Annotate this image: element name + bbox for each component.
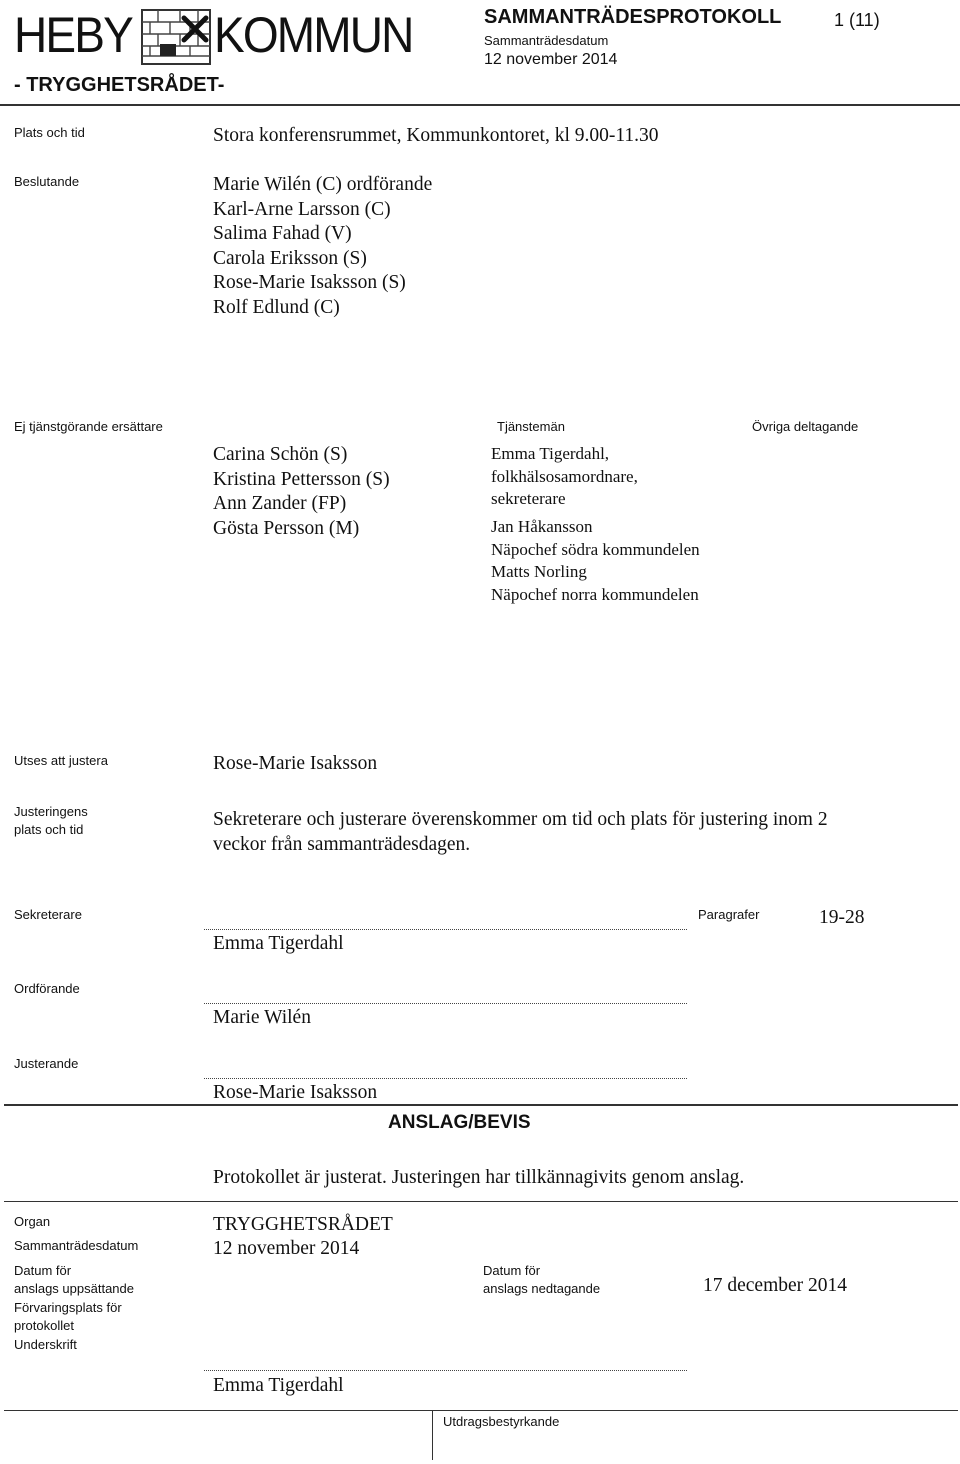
chair-name: Marie Wilén — [213, 1007, 311, 1028]
officials-label: Tjänstemän — [497, 419, 565, 434]
organ-label: Organ — [14, 1214, 51, 1229]
committee-name: - TRYGGHETSRÅDET- — [14, 74, 225, 96]
extract-label: Utdragsbestyrkande — [443, 1414, 560, 1429]
officials-group-1 — [491, 443, 638, 511]
officials-group-2 — [491, 516, 700, 606]
adjustment-place-text-line: Sekreterare och justerare överenskommer om tid och plats för justering inom 2 — [213, 809, 828, 830]
meeting-place: Stora konferensrummet, Kommunkontoret, kl 9.00-11.30 — [213, 125, 659, 146]
notice-info-top-rule — [4, 1201, 958, 1202]
notice-heading: ANSLAG/BEVIS — [388, 1112, 531, 1133]
adjuster-label: Justerande — [14, 1056, 79, 1071]
header-date: 12 november 2014 — [484, 51, 618, 68]
secretary-signature-line — [204, 929, 687, 930]
official-entry: Matts Norling — [491, 562, 587, 581]
header-date-label: Sammanträdesdatum — [484, 33, 609, 48]
adjuster-appointed-label: Utses att justera — [14, 753, 108, 768]
adjustment-place-label — [14, 803, 88, 839]
official-entry: sekreterare — [491, 489, 566, 508]
substitute-entry: Kristina Pettersson (S) — [213, 468, 390, 490]
posted-date-label-line: Datum för — [14, 1263, 72, 1278]
municipality-logo — [14, 6, 413, 70]
place-label: Plats och tid — [14, 125, 85, 140]
posted-date-label-line: anslags uppsättande — [14, 1281, 134, 1296]
official-entry: Näpochef norra kommundelen — [491, 584, 699, 604]
logo-word-left: HEBY — [14, 7, 132, 63]
chair-label: Ordförande — [14, 981, 80, 996]
notice-signer: Emma Tigerdahl — [213, 1375, 344, 1396]
official-entry: Emma Tigerdahl, — [491, 444, 610, 463]
adjustment-place-text — [213, 808, 828, 857]
official-entry: Jan Håkansson — [491, 517, 593, 536]
storage-label — [14, 1299, 122, 1335]
notice-signature-line — [204, 1370, 687, 1371]
extract-box-divider — [432, 1410, 433, 1460]
adjuster-appointed: Rose-Marie Isaksson — [213, 753, 378, 774]
adjuster-signature-line — [204, 1078, 687, 1079]
official-entry: Näpochef södra kommundelen — [491, 539, 700, 559]
official-entry: folkhälsosamordnare, — [491, 466, 638, 486]
organ-name: TRYGGHETSRÅDET — [213, 1214, 393, 1235]
storage-label-line: protokollet — [14, 1318, 74, 1333]
notice-divider — [4, 1104, 958, 1106]
removed-date-label-line: anslags nedtagande — [483, 1281, 601, 1296]
signature-label: Underskrift — [14, 1337, 77, 1352]
paragraphs-range: 19-28 — [819, 907, 865, 928]
chair-signature-line — [204, 1003, 687, 1004]
substitute-entry: Carina Schön (S) — [213, 444, 348, 465]
adjustment-place-text-line: veckor från sammanträdesdagen. — [213, 833, 471, 855]
adjuster-name: Rose-Marie Isaksson — [213, 1082, 378, 1103]
substitute-entry: Gösta Persson (M) — [213, 517, 360, 539]
member-entry: Karl-Arne Larsson (C) — [213, 198, 391, 220]
members-label: Beslutande — [14, 174, 80, 189]
members-list — [213, 173, 432, 320]
member-entry: Rolf Edlund (C) — [213, 296, 340, 318]
header-divider — [0, 104, 960, 106]
removed-date: 17 december 2014 — [703, 1275, 848, 1296]
page-number: 1 (11) — [834, 10, 880, 30]
posted-date-label — [14, 1262, 134, 1298]
removed-date-label-line: Datum för — [483, 1263, 541, 1278]
document-title: SAMMANTRÄDESPROTOKOLL — [484, 6, 782, 28]
adjustment-place-label-line: Justeringens — [14, 804, 88, 819]
removed-date-label — [483, 1262, 600, 1298]
secretary-name: Emma Tigerdahl — [213, 933, 344, 954]
substitute-entry: Ann Zander (FP) — [213, 493, 347, 514]
meeting-date-label: Sammanträdesdatum — [14, 1238, 139, 1253]
substitutes-list — [213, 443, 390, 541]
secretary-label: Sekreterare — [14, 907, 82, 922]
storage-label-line: Förvaringsplats för — [14, 1300, 122, 1315]
others-label: Övriga deltagande — [752, 419, 859, 434]
member-entry: Salima Fahad (V) — [213, 223, 352, 244]
member-entry: Rose-Marie Isaksson (S) — [213, 272, 406, 293]
member-entry: Carola Eriksson (S) — [213, 247, 367, 269]
notice-statement: Protokollet är justerat. Justeringen har tillkännagivits genom anslag. — [213, 1167, 745, 1188]
meeting-date: 12 november 2014 — [213, 1238, 360, 1259]
member-entry: Marie Wilén (C) ordförande — [213, 174, 433, 195]
logo-word-right: KOMMUN — [214, 7, 413, 63]
substitutes-label: Ej tjänstgörande ersättare — [14, 419, 163, 434]
coat-of-arms-icon — [140, 8, 212, 66]
extract-box-top-rule — [4, 1410, 958, 1411]
adjustment-place-label-line: plats och tid — [14, 822, 84, 837]
paragraphs-label: Paragrafer — [698, 907, 760, 922]
